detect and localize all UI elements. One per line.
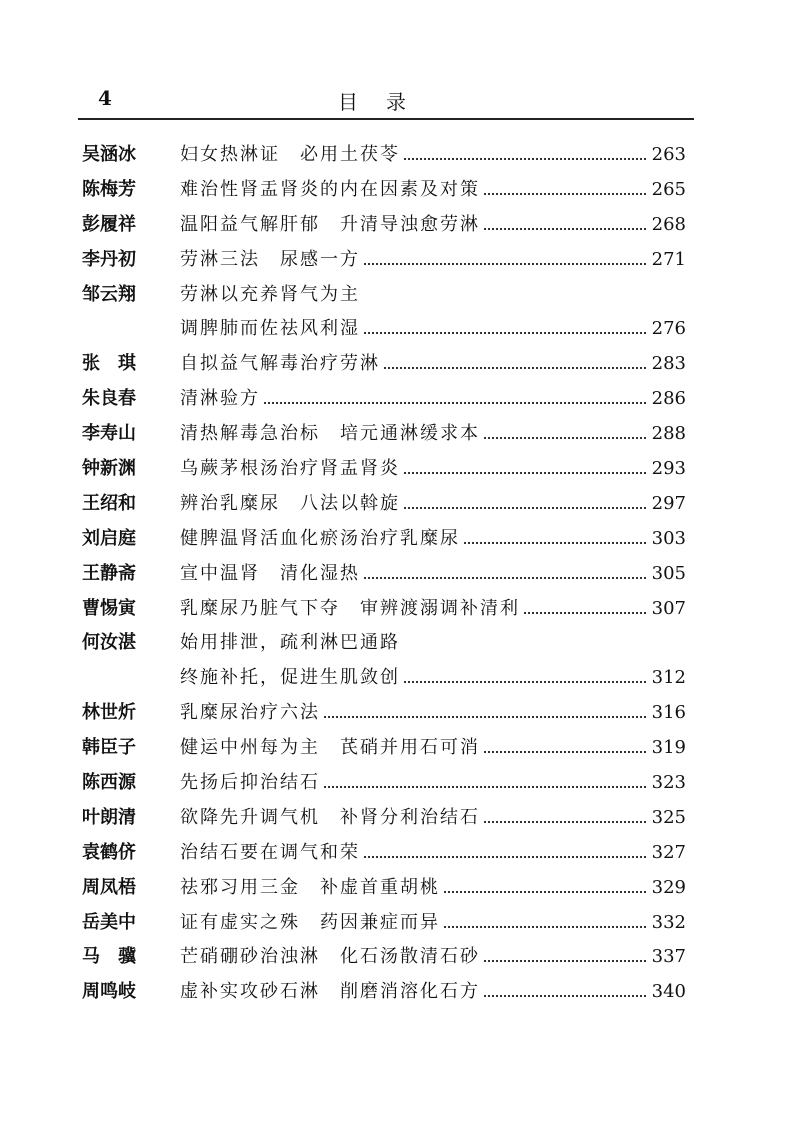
toc-entry-text [180,908,686,934]
toc-entry [82,136,686,171]
toc-author: 周鸣岐 [82,981,136,1003]
toc-entry [82,241,686,276]
toc-entry-text [180,838,686,864]
toc-title: 健运中州每为主 芪硝并用石可消 [180,737,480,759]
toc-entry [82,450,686,485]
toc-author: 钟新渊 [82,458,136,480]
toc-author: 张 琪 [82,353,136,375]
toc-author: 王静斋 [82,562,136,584]
toc-entry-text [180,489,686,515]
toc-entry-text [180,733,686,759]
toc-entry [82,834,686,869]
toc-entry [82,659,686,694]
toc-entry [82,520,686,555]
toc-author: 陈梅芳 [82,178,136,200]
page-header [78,86,694,116]
toc-page-number: 325 [651,806,686,828]
dot-leader [484,192,646,195]
toc-page-number: 268 [651,213,686,235]
dot-leader [444,890,646,893]
toc-title: 调脾肺而佐祛风利湿 [180,318,360,340]
toc-entry [82,345,686,380]
toc-page-number: 327 [651,841,686,863]
toc-entry-text [180,803,686,829]
toc-page-number: 337 [651,946,686,968]
dot-leader [324,785,646,788]
toc-author: 林世炘 [82,702,136,724]
toc-entry [82,310,686,345]
toc-author: 叶朗清 [82,806,136,828]
dot-leader [484,994,646,997]
toc-title: 妇女热淋证 必用土茯苓 [180,144,400,165]
toc-author: 刘启庭 [82,527,136,549]
dot-leader [404,506,646,509]
toc-author: 李寿山 [82,423,136,445]
page-title: 目录 [338,90,434,114]
header-rule [78,118,694,120]
toc-entry [82,415,686,450]
toc-page-number: 283 [651,353,686,375]
toc-title: 乳糜尿乃脏气下夺 审辨渡溺调补清利 [180,597,520,619]
dot-leader [364,331,646,334]
toc-title: 终施补托，促进生肌敛创 [180,667,400,689]
toc-entry-text [180,280,686,306]
dot-leader [404,471,646,474]
toc-page-number: 265 [651,178,686,200]
toc-title: 辨治乳糜尿 八法以斡旋 [180,492,400,514]
toc-entry-text [180,140,686,166]
dot-leader [364,855,646,858]
dot-leader [384,366,646,369]
dot-leader [264,401,646,404]
toc-entry [82,938,686,973]
toc-author: 马 骥 [82,946,136,968]
toc-entry-text [180,524,686,550]
toc-entry [82,694,686,729]
toc-title: 先扬后抑治结石 [180,772,320,794]
toc-title: 自拟益气解毒治疗劳淋 [180,353,380,375]
toc-page-number: 319 [651,737,686,759]
toc-entry [82,485,686,520]
toc-page-number: 286 [651,388,686,410]
toc-entry-text [180,594,686,620]
toc-page-number: 263 [651,144,686,165]
toc-entry-text [180,628,686,654]
toc-author: 李丹初 [82,248,136,270]
toc-author: 陈西源 [82,772,136,794]
toc-title: 虚补实攻砂石淋 削磨消溶化石方 [180,981,480,1003]
toc-page-number: 303 [651,527,686,549]
page-number: 4 [98,86,112,110]
toc-author: 韩臣子 [82,737,136,759]
toc-page-number: 316 [651,702,686,724]
toc-entry [82,624,686,659]
toc-entry [82,869,686,904]
toc-title: 宣中温肾 清化湿热 [180,562,360,584]
toc-author: 岳美中 [82,911,136,933]
toc-entry [82,276,686,311]
toc-title: 乌蕨茅根汤治疗肾盂肾炎 [180,458,400,480]
dot-leader [484,436,646,439]
toc-author: 彭履祥 [82,213,136,235]
toc-title: 温阳益气解肝郁 升清导浊愈劳淋 [180,213,480,235]
dot-leader [364,576,646,579]
dot-leader [464,541,646,544]
toc-entry-text [180,454,686,480]
toc-entry-text [180,384,686,410]
toc-entry [82,904,686,939]
toc-page-number: 297 [651,492,686,514]
table-of-contents [82,136,686,1008]
toc-entry-text [180,210,686,236]
toc-title: 欲降先升调气机 补肾分利治结石 [180,806,480,828]
toc-entry-text [180,349,686,375]
toc-page-number: 293 [651,458,686,480]
toc-page-number: 329 [651,876,686,898]
toc-page-number: 271 [651,248,686,270]
toc-author: 曹惕寅 [82,597,136,619]
toc-entry-text [180,419,686,445]
dot-leader [524,611,646,614]
dot-leader [484,750,646,753]
toc-title: 健脾温肾活血化瘀汤治疗乳糜尿 [180,527,460,549]
toc-page-number: 323 [651,772,686,794]
dot-leader [484,227,646,230]
toc-entry [82,171,686,206]
toc-entry [82,729,686,764]
toc-author: 吴涵冰 [82,144,136,165]
toc-title: 难治性肾盂肾炎的内在因素及对策 [180,178,480,200]
toc-author: 周凤梧 [82,876,136,898]
toc-author: 王绍和 [82,492,136,514]
toc-author: 邹云翔 [82,283,136,305]
toc-title: 芒硝硼砂治浊淋 化石汤散清石砂 [180,946,480,968]
toc-page-number: 312 [651,667,686,689]
toc-entry-text [180,873,686,899]
toc-title: 清热解毒急治标 培元通淋缓求本 [180,423,480,445]
toc-author: 朱良春 [82,388,136,410]
toc-entry [82,590,686,625]
toc-author: 何汝湛 [82,632,136,654]
toc-title: 始用排泄，疏利淋巴通路 [180,632,400,654]
toc-title: 劳淋以充养肾气为主 [180,283,360,305]
toc-entry [82,764,686,799]
toc-author: 袁鹤侪 [82,841,136,863]
toc-page-number: 307 [651,597,686,619]
toc-entry-text [180,942,686,968]
toc-title: 乳糜尿治疗六法 [180,702,320,724]
dot-leader [364,262,646,265]
dot-leader [484,959,646,962]
toc-title: 治结石要在调气和荣 [180,841,360,863]
toc-page-number: 276 [651,318,686,340]
toc-entry [82,555,686,590]
toc-title: 劳淋三法 尿感一方 [180,248,360,270]
toc-entry-text [180,245,686,271]
toc-entry [82,380,686,415]
dot-leader [484,820,646,823]
toc-title: 祛邪习用三金 补虚首重胡桃 [180,876,440,898]
dot-leader [324,715,646,718]
dot-leader [404,157,646,160]
toc-entry-text [180,175,686,201]
toc-page-number: 332 [651,911,686,933]
toc-entry [82,799,686,834]
dot-leader [404,680,646,683]
toc-page-number: 305 [651,562,686,584]
dot-leader [444,925,646,928]
toc-page-number: 288 [651,423,686,445]
toc-page-number: 340 [651,981,686,1003]
toc-entry-text [180,768,686,794]
toc-entry-text [180,663,686,689]
toc-entry-text [180,314,686,340]
toc-entry-text [180,698,686,724]
toc-title: 证有虚实之殊 药因兼症而异 [180,911,440,933]
toc-entry [82,973,686,1008]
toc-entry-text [180,559,686,585]
toc-title: 清淋验方 [180,388,260,410]
toc-entry [82,206,686,241]
toc-entry-text [180,977,686,1003]
